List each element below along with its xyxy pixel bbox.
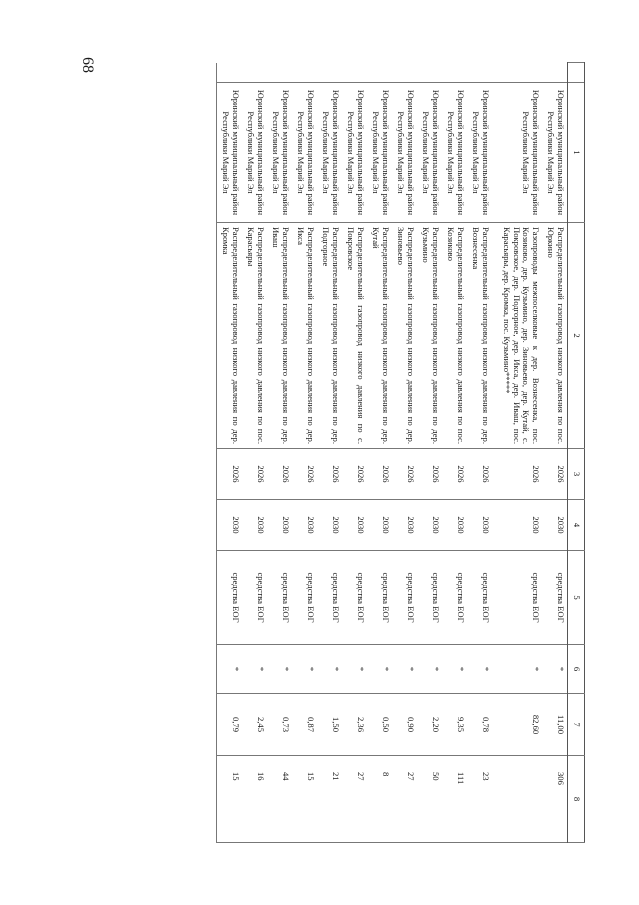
count-cell: 111 (442, 756, 467, 843)
count-cell: 50 (417, 756, 442, 843)
header-row (568, 63, 585, 843)
start-year-cell: 2026 (367, 449, 392, 500)
start-year-cell: 2026 (417, 449, 442, 500)
mark-cell: * (392, 645, 417, 694)
district-cell: Юринский муниципальный район Республики Марий Эл (417, 83, 442, 223)
header-col-8: 8 (568, 756, 585, 843)
object-cell: Распределительный газопровод низкого давления по пос. Юркино (542, 223, 568, 449)
object-cell: Распределительный газопровод низкого давления по с. Покровское (342, 223, 367, 449)
object-cell: Распределительный газопровод низкого давления по дер. Иваш (267, 223, 292, 449)
count-cell: 8 (367, 756, 392, 843)
object-cell: Распределительный газопровод низкого давления по дер. Кромка (217, 223, 243, 449)
table-row (467, 63, 492, 843)
length-cell: 0,90 (392, 694, 417, 756)
district-cell: Юринский муниципальный район Республики Марий Эл (242, 83, 267, 223)
table-body (217, 63, 568, 843)
district-cell: Юринский муниципальный район Республики Марий Эл (492, 83, 542, 223)
mark-cell: * (292, 645, 317, 694)
mark-cell: * (542, 645, 568, 694)
count-cell: 15 (292, 756, 317, 843)
count-cell (492, 756, 542, 843)
table-row (267, 63, 292, 843)
funding-source-cell: средства ЕОГ (467, 551, 492, 645)
row-spacer (492, 63, 542, 83)
header-spacer (568, 63, 585, 83)
table-row (217, 63, 243, 843)
table-row (317, 63, 342, 843)
end-year-cell: 2030 (392, 500, 417, 551)
object-cell: Распределительный газопровод низкого давления по дер. Кутай (367, 223, 392, 449)
funding-source-cell: средства ЕОГ (442, 551, 467, 645)
funding-source-cell: средства ЕОГ (317, 551, 342, 645)
table-row (542, 63, 568, 843)
start-year-cell: 2026 (317, 449, 342, 500)
length-cell: 2,20 (417, 694, 442, 756)
start-year-cell: 2026 (242, 449, 267, 500)
start-year-cell: 2026 (467, 449, 492, 500)
header-col-6: 6 (568, 645, 585, 694)
count-cell: 306 (542, 756, 568, 843)
end-year-cell: 2030 (217, 500, 243, 551)
length-cell: 2,36 (342, 694, 367, 756)
object-cell: Распределительный газопровод низкого давления по дер. Подгорное (317, 223, 342, 449)
funding-source-cell: средства ЕОГ (217, 551, 243, 645)
table-row (442, 63, 467, 843)
row-spacer (342, 63, 367, 83)
length-cell: 1,50 (317, 694, 342, 756)
table-row (492, 63, 542, 843)
end-year-cell: 2030 (292, 500, 317, 551)
length-cell: 9,35 (442, 694, 467, 756)
length-cell: 0,50 (367, 694, 392, 756)
end-year-cell: 2030 (417, 500, 442, 551)
funding-source-cell: средства ЕОГ (242, 551, 267, 645)
end-year-cell: 2030 (317, 500, 342, 551)
header-col-2: 2 (568, 223, 585, 449)
table-row (242, 63, 267, 843)
mark-cell: * (417, 645, 442, 694)
length-cell: 2,45 (242, 694, 267, 756)
header-col-3: 3 (568, 449, 585, 500)
district-cell: Юринский муниципальный район Республики Марий Эл (317, 83, 342, 223)
end-year-cell: 2030 (267, 500, 292, 551)
start-year-cell: 2026 (217, 449, 243, 500)
object-cell: Распределительный газопровод низкого давления по дер. Зиновьево (392, 223, 417, 449)
end-year-cell: 2030 (542, 500, 568, 551)
rotated-table-container (45, 62, 585, 842)
count-cell: 15 (217, 756, 243, 843)
funding-source-cell: средства ЕОГ (292, 551, 317, 645)
length-cell: 0,87 (292, 694, 317, 756)
funding-source-cell: средства ЕОГ (367, 551, 392, 645)
row-spacer (292, 63, 317, 83)
header-col-5: 5 (568, 551, 585, 645)
funding-source-cell: средства ЕОГ (392, 551, 417, 645)
row-spacer (217, 63, 243, 83)
row-spacer (542, 63, 568, 83)
mark-cell: * (342, 645, 367, 694)
end-year-cell: 2030 (492, 500, 542, 551)
district-cell: Юринский муниципальный район Республики Марий Эл (392, 83, 417, 223)
header-col-7: 7 (568, 694, 585, 756)
start-year-cell: 2026 (442, 449, 467, 500)
start-year-cell: 2026 (267, 449, 292, 500)
table-row (417, 63, 442, 843)
mark-cell: * (367, 645, 392, 694)
start-year-cell: 2026 (542, 449, 568, 500)
length-cell: 0,78 (467, 694, 492, 756)
start-year-cell: 2026 (392, 449, 417, 500)
table-row (292, 63, 317, 843)
funding-source-cell: средства ЕОГ (492, 551, 542, 645)
row-spacer (467, 63, 492, 83)
mark-cell: * (317, 645, 342, 694)
mark-cell: * (467, 645, 492, 694)
count-cell: 23 (467, 756, 492, 843)
row-spacer (317, 63, 342, 83)
length-cell: 11,00 (542, 694, 568, 756)
mark-cell: * (217, 645, 243, 694)
table-row (342, 63, 367, 843)
district-cell: Юринский муниципальный район Республики Марий Эл (267, 83, 292, 223)
page-number: 68 (79, 57, 96, 73)
object-cell: Распределительный газопровод низкого давления по дер. Икса (292, 223, 317, 449)
end-year-cell: 2030 (367, 500, 392, 551)
mark-cell: * (492, 645, 542, 694)
count-cell: 44 (267, 756, 292, 843)
funding-source-cell: средства ЕОГ (417, 551, 442, 645)
object-cell: Распределительный газопровод низкого давления по дер. Кузьмино (417, 223, 442, 449)
row-spacer (417, 63, 442, 83)
funding-source-cell: средства ЕОГ (542, 551, 568, 645)
district-cell: Юринский муниципальный район Республики Марий Эл (342, 83, 367, 223)
object-cell: Распределительный газопровод низкого давления по дер. Вознесенка (467, 223, 492, 449)
header-col-1: 1 (568, 83, 585, 223)
object-cell: Распределительный газопровод низкого давления по пос. Козиково (442, 223, 467, 449)
length-cell: 0,79 (217, 694, 243, 756)
count-cell: 21 (317, 756, 342, 843)
start-year-cell: 2026 (292, 449, 317, 500)
table-row (367, 63, 392, 843)
funding-source-cell: средства ЕОГ (342, 551, 367, 645)
gas-pipeline-table (216, 62, 585, 843)
object-cell: Газопроводы межпоселковые к дер. Вознесенка, пос. Козиково, дер. Кузьмино, дер. Зиновьево, дер. Кутай, с. Покровское, дер. Подгорное, дер. Икса, дер. Иваш, пос. Карасьяры, дер. Кромка, пос. Кузьмино***** (492, 223, 542, 449)
district-cell: Юринский муниципальный район Республики Марий Эл (292, 83, 317, 223)
mark-cell: * (267, 645, 292, 694)
district-cell: Юринский муниципальный район Республики Марий Эл (367, 83, 392, 223)
start-year-cell: 2026 (342, 449, 367, 500)
row-spacer (442, 63, 467, 83)
header-col-4: 4 (568, 500, 585, 551)
count-cell: 27 (392, 756, 417, 843)
count-cell: 16 (242, 756, 267, 843)
district-cell: Юринский муниципальный район Республики Марий Эл (217, 83, 243, 223)
row-spacer (367, 63, 392, 83)
mark-cell: * (242, 645, 267, 694)
funding-source-cell: средства ЕОГ (267, 551, 292, 645)
district-cell: Юринский муниципальный район Республики Марий Эл (442, 83, 467, 223)
length-cell: 0,73 (267, 694, 292, 756)
row-spacer (267, 63, 292, 83)
row-spacer (392, 63, 417, 83)
table-row (392, 63, 417, 843)
row-spacer (242, 63, 267, 83)
mark-cell: * (442, 645, 467, 694)
length-cell: 82,60 (492, 694, 542, 756)
district-cell: Юринский муниципальный район Республики Марий Эл (467, 83, 492, 223)
object-cell: Распределительный газопровод низкого давления по пос. Карасьяры (242, 223, 267, 449)
count-cell: 27 (342, 756, 367, 843)
end-year-cell: 2030 (342, 500, 367, 551)
end-year-cell: 2030 (467, 500, 492, 551)
district-cell: Юринский муниципальный район Республики Марий Эл (542, 83, 568, 223)
end-year-cell: 2030 (242, 500, 267, 551)
end-year-cell: 2030 (442, 500, 467, 551)
start-year-cell: 2026 (492, 449, 542, 500)
